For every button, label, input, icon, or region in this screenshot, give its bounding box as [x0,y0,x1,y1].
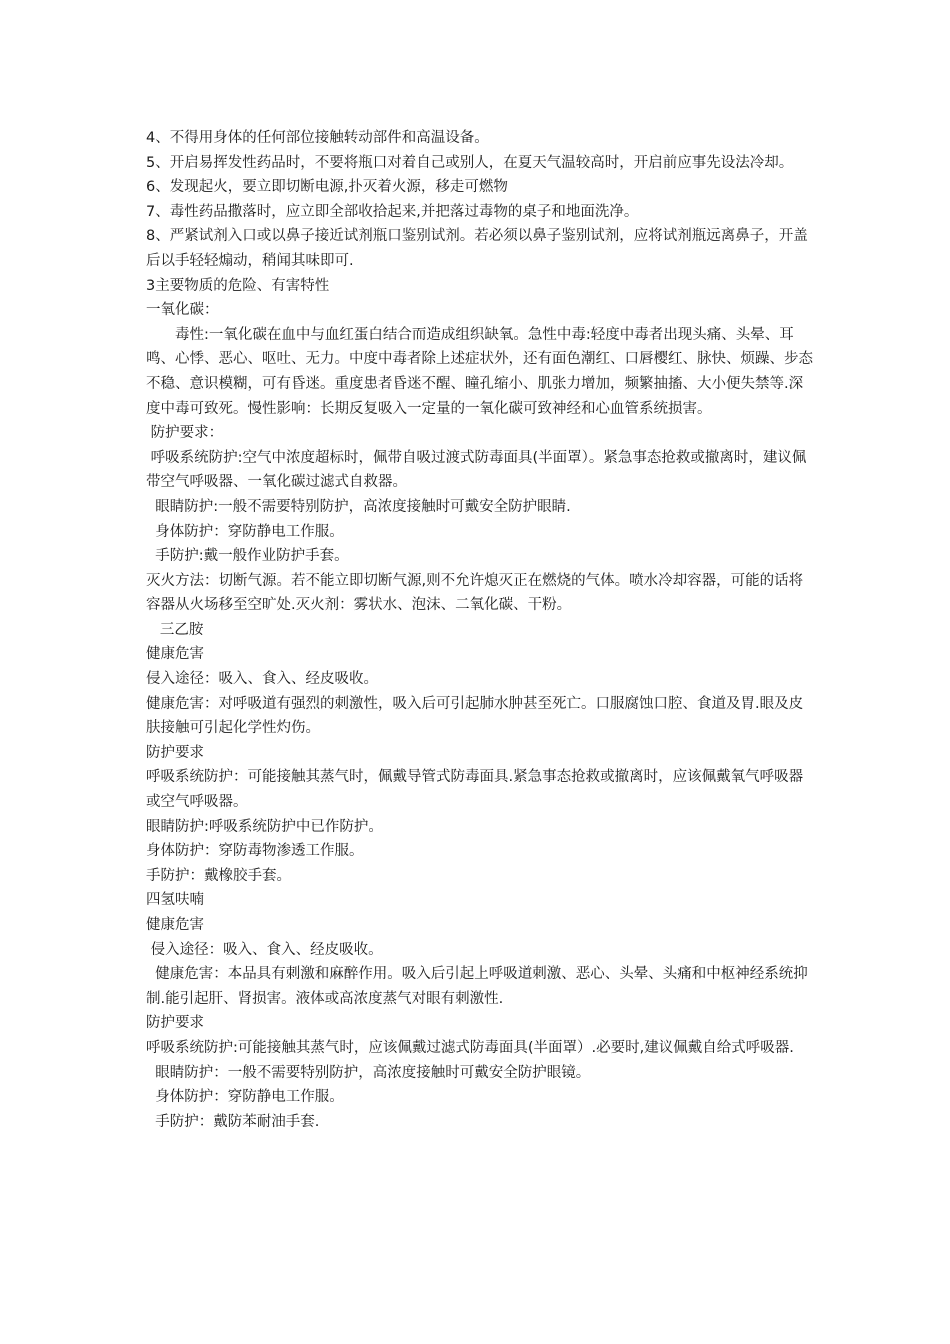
paragraph: 呼吸系统防护：可能接触其蒸气时，佩戴导管式防毒面具.紧急事态抢救或撤离时，应该佩戴氧气呼吸器或空气呼吸器。 [146,769,804,811]
paragraph: 手防护:戴一般作业防护手套。 [146,548,349,565]
paragraph: 身体防护：穿防静电工作服。 [146,523,344,540]
paragraph: 灭火方法：切断气源。若不能立即切断气源,则不允许熄灭正在燃烧的气体。喷水冷却容器，可能的话将容器从火场移至空旷处.灭火剂：雾状水、泡沫、二氧化碳、干粉。 [146,572,804,614]
paragraph: 身体防护：穿防毒物渗透工作服。 [146,843,364,860]
paragraph: 8、严紧试剂入口或以鼻子接近试剂瓶口鉴别试剂。若必须以鼻子鉴别试剂，应将试剂瓶远离鼻子，开盖后以手轻轻煽动，稍闻其味即可. [146,228,808,269]
substance-heading: 一氧化碳： [146,302,219,319]
substance-heading: 三乙胺 [146,621,204,638]
paragraph: 呼吸系统防护:空气中浓度超标时，佩带自吸过渡式防毒面具(半面罩）。紧急事态抢救或撤离时，建议佩带空气呼吸器、一氧化碳过滤式自救器。 [146,449,807,491]
paragraph: 毒性:一氧化碳在血中与血红蛋白结合而造成组织缺氧。急性中毒:轻度中毒者出现头痛、头晕、耳鸣、心悸、恶心、呕吐、无力。中度中毒者除上述症状外，还有面色潮红、口唇樱红、脉快、烦躁、步态不稳、意识模糊，可有昏迷。重度患者昏迷不醒、瞳孔缩小、肌张力增加，频繁抽搐、大小便失禁等.深度中毒可致死。慢性影响：长期反复吸入一定量的一氧化碳可致神经和心血管系统损害。 [146,326,813,417]
subheading: 健康危害 [146,917,204,933]
paragraph: 眼睛防护:一般不需要特别防护，高浓度接触时可戴安全防护眼睛. [146,498,571,515]
paragraph: 7、毒性药品撒落时，应立即全部收拾起来,并把落过毒物的桌子和地面洗净。 [146,203,639,220]
document-body [146,126,816,1134]
subheading: 健康危害 [146,646,204,663]
paragraph: 眼睛防护:呼吸系统防护中已作防护。 [146,818,383,835]
paragraph: 手防护：戴防苯耐油手套. [146,1113,320,1130]
paragraph: 呼吸系统防护:可能接触其蒸气时，应该佩戴过滤式防毒面具(半面罩）.必要时,建议佩戴自给式呼吸器. [146,1039,794,1056]
paragraph: 4、不得用身体的任何部位接触转动部件和高温设备。 [146,130,489,146]
paragraph: 眼睛防护：一般不需要特别防护，高浓度接触时可戴安全防护眼镜。 [146,1064,591,1081]
paragraph: 健康危害：对呼吸道有强烈的刺激性，吸入后可引起肺水肿甚至死亡。口服腐蚀口腔、食道及胃.眼及皮肤接触可引起化学性灼伤。 [146,695,804,737]
paragraph: 健康危害：本品具有刺激和麻醉作用。吸入后引起上呼吸道刺激、恶心、头晕、头痛和中枢神经系统抑制.能引起肝、肾损害。液体或高浓度蒸气对眼有刺激性. [146,966,808,1007]
subheading: 防护要求 [146,1015,204,1032]
paragraph: 侵入途径：吸入、食入、经皮吸收。 [146,941,383,958]
paragraph: 侵入途径：吸入、食入、经皮吸收。 [146,671,378,688]
paragraph: 5、开启易挥发性药品时，不要将瓶口对着自己或别人，在夏天气温较高时，开启前应事先设法冷却。 [146,154,794,171]
substance-heading: 四氢呋喃 [146,892,204,909]
subheading: 防护要求 [146,744,204,761]
paragraph: 身体防护：穿防静电工作服。 [146,1089,344,1106]
subheading: 防护要求： [146,425,224,442]
paragraph: 6、发现起火，要立即切断电源,扑灭着火源，移走可燃物 [146,179,508,196]
paragraph: 手防护：戴橡胶手套。 [146,867,291,884]
section-heading: 3主要物质的危险、有害特性 [146,277,330,294]
